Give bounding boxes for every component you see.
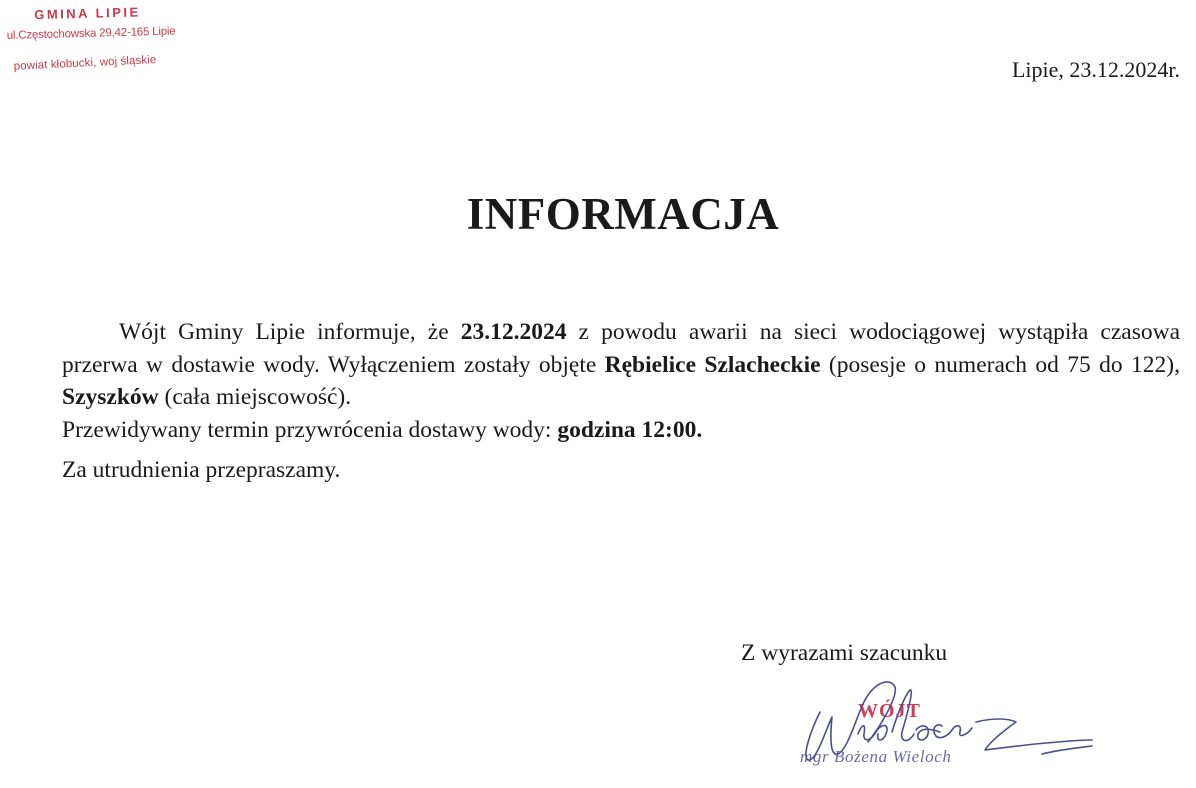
signature-stamp-title: WÓJT (858, 700, 921, 722)
document-title: INFORMACJA (466, 189, 780, 239)
stamp-address: ul.Częstochowska 29,42-165 Lipie (6, 25, 176, 42)
announcement-text-3: (posesje o numerach od 75 do 122), (820, 351, 1180, 378)
restore-time-value: godzina 12:00. (557, 416, 703, 443)
stamp-name: GMINA LIPIE (34, 4, 141, 23)
handwritten-signature (780, 672, 1110, 782)
paragraph-restore-time (62, 414, 1180, 447)
affected-place-1: Rębielice Szlacheckie (604, 351, 821, 378)
document-date: Lipie, 23.12.2024r. (1011, 57, 1180, 82)
announcement-date: 23.12.2024 (460, 319, 567, 345)
signature-block (780, 672, 1110, 782)
stamp-region: powiat kłobucki, woj śląskie (13, 54, 157, 73)
restore-time-label: Przewidywany termin przywrócenia dostawy wody: (62, 416, 558, 443)
paragraph-apology: Za utrudnienia przepraszamy. (62, 457, 341, 483)
document-body (62, 316, 1180, 487)
municipality-stamp (4, 1, 216, 86)
announcement-text-1: Wójt Gminy Lipie informuje, że (119, 319, 461, 345)
affected-place-2: Szyszków (62, 384, 159, 410)
announcement-text-4: (cała miejscowość). (158, 384, 352, 410)
announcement-text-2: z powodu awarii na sieci wodociągowej wystąpiła czasowa przerwa w dostawie wody. Wyłączeniem zostały objęte (62, 319, 1180, 378)
closing-phrase: Z wyrazami szacunku (741, 640, 948, 666)
signature-stamp-name: mgr Bożena Wieloch (800, 747, 952, 766)
paragraph-announcement (62, 316, 1180, 414)
